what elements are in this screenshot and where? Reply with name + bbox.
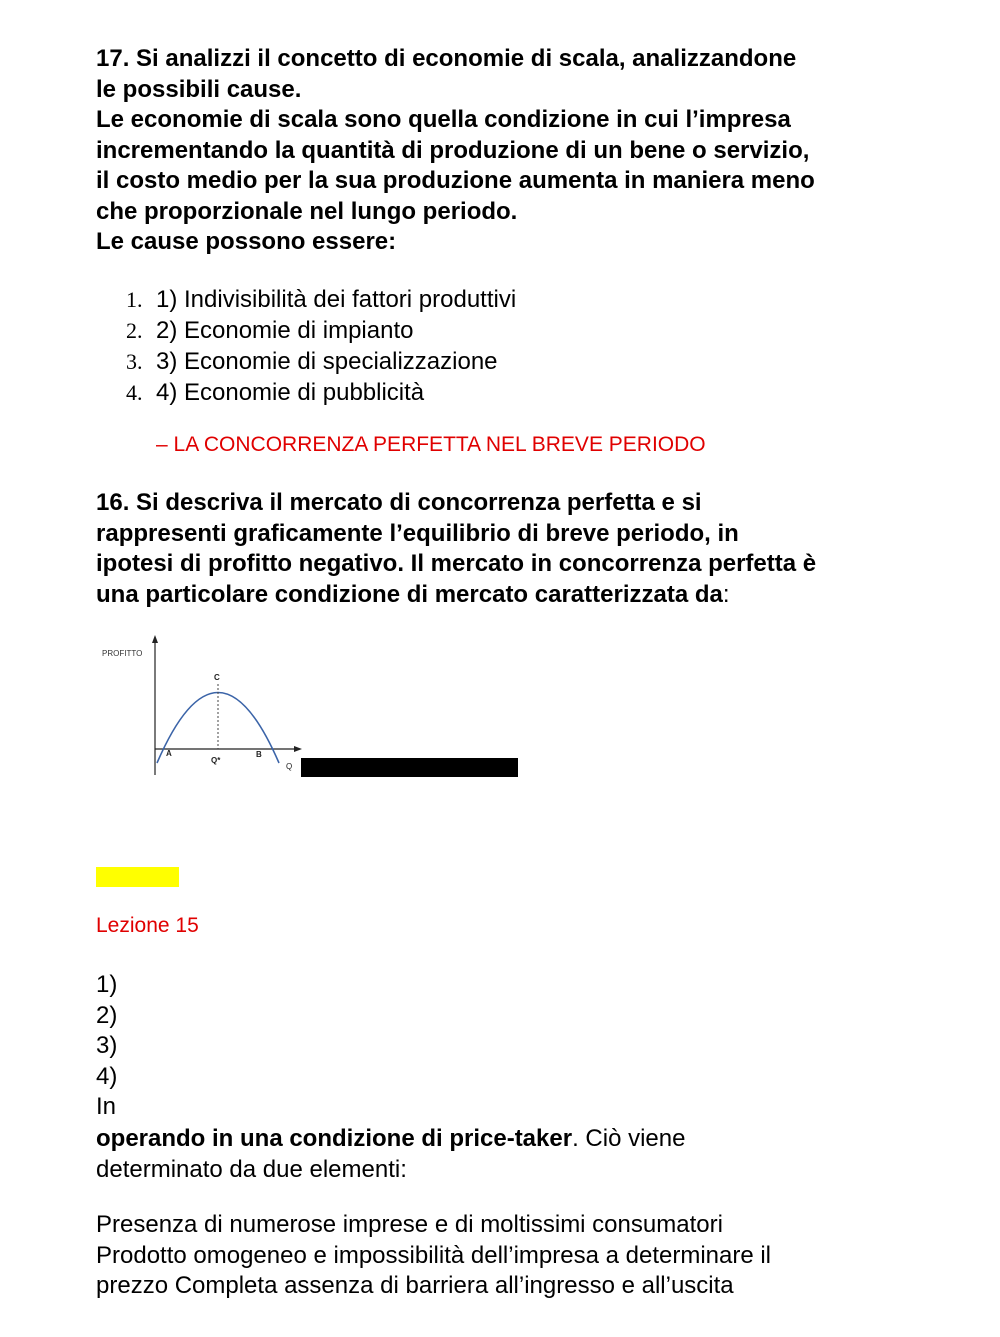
question-16-colon: : — [722, 580, 730, 608]
x-axis-label: Q — [286, 762, 293, 771]
answer-17-line: incrementando la quantità di produzione di un bene o servizio, — [96, 136, 810, 164]
answer-17-line: che proporzionale nel lungo periodo. — [96, 197, 518, 225]
question-17 — [96, 44, 956, 258]
price-taker-rest: . Ciò viene — [572, 1125, 686, 1152]
numbered-list — [96, 970, 117, 1123]
section-heading: – LA CONCORRENZA PERFETTA NEL BREVE PERIODO — [156, 433, 706, 456]
highlight-mark — [96, 867, 179, 887]
point-b-label: B — [256, 750, 262, 759]
answer-17-line: Le economie di scala sono quella condizione in cui l’impresa — [96, 106, 791, 133]
numbered-item: 1) — [96, 971, 118, 998]
question-16-line — [96, 580, 966, 611]
numbered-item: 4) — [96, 1062, 118, 1090]
list-number: 3. — [126, 349, 143, 374]
numbered-item: 2) — [96, 1001, 118, 1029]
question-16 — [96, 488, 966, 610]
list-item — [126, 377, 516, 408]
point-q-star-label: Q* — [211, 756, 221, 765]
price-taker-line — [96, 1124, 685, 1155]
redaction-bar — [301, 758, 518, 777]
point-c-label: C — [214, 673, 220, 682]
list-item — [126, 315, 516, 346]
feature-line: Prodotto omogeneo e impossibilità dell’impresa a determinare il — [96, 1241, 772, 1269]
market-features — [96, 1210, 771, 1302]
feature-line: prezzo Completa assenza di barriera all’ingresso e all’uscita — [96, 1272, 734, 1299]
y-axis-arrow — [152, 635, 158, 643]
list-item-text: 3) Economie di specializzazione — [156, 348, 498, 375]
lesson-heading: Lezione 15 — [96, 914, 199, 937]
price-taker-bold-text: operando in una condizione di price-taker — [96, 1125, 573, 1152]
price-taker-line-2: determinato da due elementi: — [96, 1155, 407, 1183]
numbered-item: In — [96, 1093, 117, 1120]
causes-intro: Le cause possono essere: — [96, 228, 397, 255]
list-number: 2. — [126, 318, 143, 343]
question-16-line: ipotesi di profitto negativo. Il mercato in concorrenza perfetta è — [96, 550, 817, 577]
profit-curve-figure — [98, 632, 303, 780]
list-item-text: 2) Economie di impianto — [156, 317, 414, 344]
price-taker-paragraph — [96, 1124, 685, 1185]
question-16-line: rappresenti graficamente l’equilibrio di breve periodo, in — [96, 519, 739, 547]
question-16-line: 16. Si descriva il mercato di concorrenza perfetta e si — [96, 489, 702, 516]
list-item-text: 1) Indivisibilità dei fattori produttivi — [156, 286, 517, 313]
list-item — [126, 346, 516, 377]
list-item — [126, 284, 516, 315]
x-axis-arrow — [294, 746, 302, 752]
question-17-line: 17. Si analizzi il concetto di economie di scala, analizzandone — [96, 45, 797, 72]
list-number: 1. — [126, 287, 143, 312]
list-item-text: 4) Economie di pubblicità — [156, 379, 425, 406]
answer-17-line: il costo medio per la sua produzione aumenta in maniera meno — [96, 167, 815, 194]
question-17-line: le possibili cause. — [96, 75, 302, 103]
feature-line: Presenza di numerose imprese e di moltissimi consumatori — [96, 1211, 723, 1238]
numbered-item: 3) — [96, 1032, 118, 1059]
point-a-label: A — [166, 749, 172, 758]
causes-list — [126, 284, 516, 408]
list-number: 4. — [126, 380, 143, 405]
y-axis-label: PROFITTO — [102, 649, 143, 658]
question-16-bold-text: una particolare condizione di mercato caratterizzata da — [96, 580, 723, 608]
